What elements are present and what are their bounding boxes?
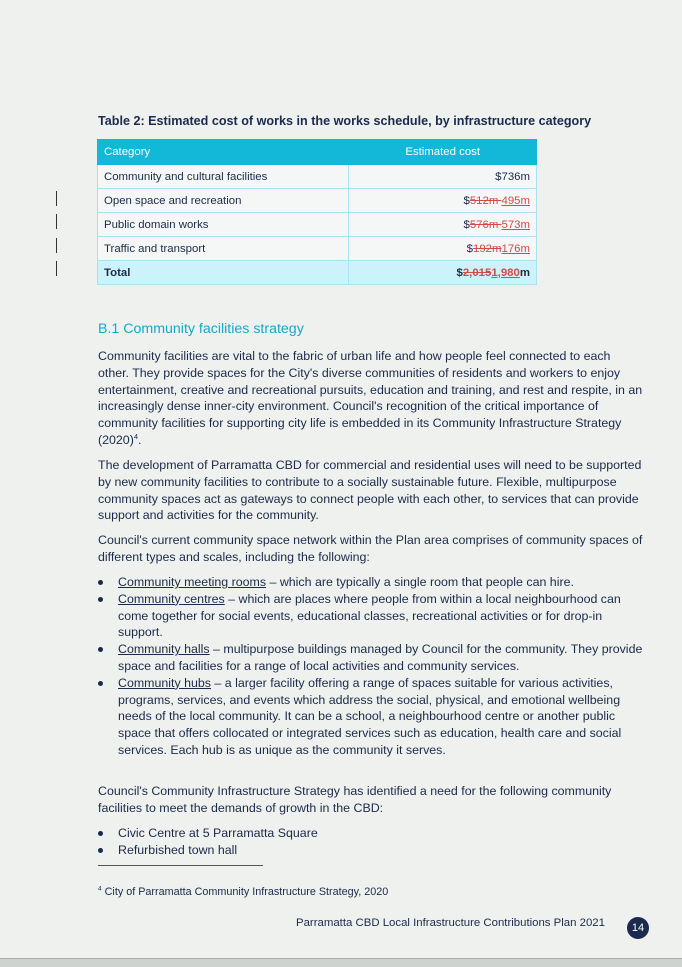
inserted-value: 1,980 (491, 266, 520, 279)
change-bar (56, 261, 57, 276)
list-item: Community meeting rooms – which are typically a single room that people can hire. (98, 574, 643, 591)
header-estimated-cost: Estimated cost (349, 140, 537, 165)
total-label: Total (98, 261, 349, 285)
footnote-divider (98, 865, 263, 866)
row-category: Traffic and transport (98, 237, 349, 261)
footer-title: Parramatta CBD Local Infrastructure Contributions Plan 2021 (296, 917, 605, 929)
row-category: Public domain works (98, 213, 349, 237)
inserted-value: 495m (501, 194, 530, 207)
row-cost: $192m176m (349, 237, 537, 261)
inserted-value: 573m (501, 218, 530, 231)
list-term: Community halls (118, 642, 210, 657)
row-category: Community and cultural facilities (98, 165, 349, 189)
list-item: Community hubs – a larger facility offering a range of spaces suitable for various activities, programs, services, and events which address the social, physical, and emotional wellbeing needs of the local community. It can be a school, a neighbourhood centre or another public space that offers collocated or integrated services such as education, health care and social services. Each hub is as unique as the community it serves. (98, 675, 643, 759)
list-item: Community halls – multipurpose buildings managed by Council for the community. They provide space and facilities for a range of local activities and community services. (98, 641, 643, 675)
section-heading: B.1 Community facilities strategy (98, 321, 304, 337)
table-row (98, 165, 537, 189)
list-item: Civic Centre at 5 Parramatta Square (98, 825, 643, 842)
table-row (98, 213, 537, 237)
paragraph-4: Council's Community Infrastructure Strategy has identified a need for the following community facilities to meet the demands of growth in the CBD: (98, 784, 612, 815)
change-bar (56, 191, 57, 206)
deleted-value: 512m (469, 194, 502, 207)
cost-table (97, 139, 537, 285)
paragraph-3: Council's current community space network within the Plan area comprises of community spaces of different types and scales, including the following: (98, 533, 643, 564)
row-cost: $576m 573m (349, 213, 537, 237)
list-item: Community centres – which are places where people from within a local neighbourhood can come together for social events, educational classes, recreational activities or for drop-in support. (98, 591, 643, 641)
table-header-row (98, 140, 537, 165)
list-term: Community centres (118, 591, 225, 606)
change-bar (56, 238, 57, 253)
list-term: Community hubs (118, 675, 211, 690)
row-cost: $736m (349, 165, 537, 189)
deleted-value: 192m (473, 242, 502, 255)
table-total-row (98, 261, 537, 285)
deleted-value: 576m (469, 218, 502, 231)
page-number-badge: 14 (627, 917, 649, 939)
footnote-ref: 4 (133, 431, 138, 441)
paragraph-1: Community facilities are vital to the fabric of urban life and how people feel connected to each other. They provide spaces for the City's diverse communities of residents and workers to enjoy entertainment, creative and recreational pursuits, education and training, and rest and respite, in an increasingly dense inner-city environment. Council's recognition of the critical importance of community facilities for supporting city life is embedded in its Community Infrastructure Strategy $(2020)^4$. (98, 349, 643, 447)
needs-list (98, 825, 643, 859)
table-title: Table 2: Estimated cost of works in the works schedule, by infrastructure category (98, 114, 592, 128)
row-category: Open space and recreation (98, 189, 349, 213)
total-cost: $2,0151,980m (349, 261, 537, 285)
list-item: Refurbished town hall (98, 842, 643, 859)
footnote: $^4$ City of Parramatta Community Infrastructure Strategy, 2020 (98, 885, 389, 898)
deleted-value: 2,015 (462, 266, 492, 279)
change-bar (56, 214, 57, 229)
row-cost: $512m 495m (349, 189, 537, 213)
paragraph-2: The development of Parramatta CBD for commercial and residential uses will need to be supported by new community facilities to contribute to a socially sustainable future. Flexible, multipurpose community spaces act as gateways to connect people with each other, to services that can provide support and activities for the community. (98, 458, 642, 523)
list-term: Community meeting rooms (118, 575, 267, 589)
facility-types-list (98, 574, 643, 759)
header-category: Category (98, 140, 349, 165)
table-row (98, 189, 537, 213)
inserted-value: 176m (501, 242, 530, 255)
table-row (98, 237, 537, 261)
